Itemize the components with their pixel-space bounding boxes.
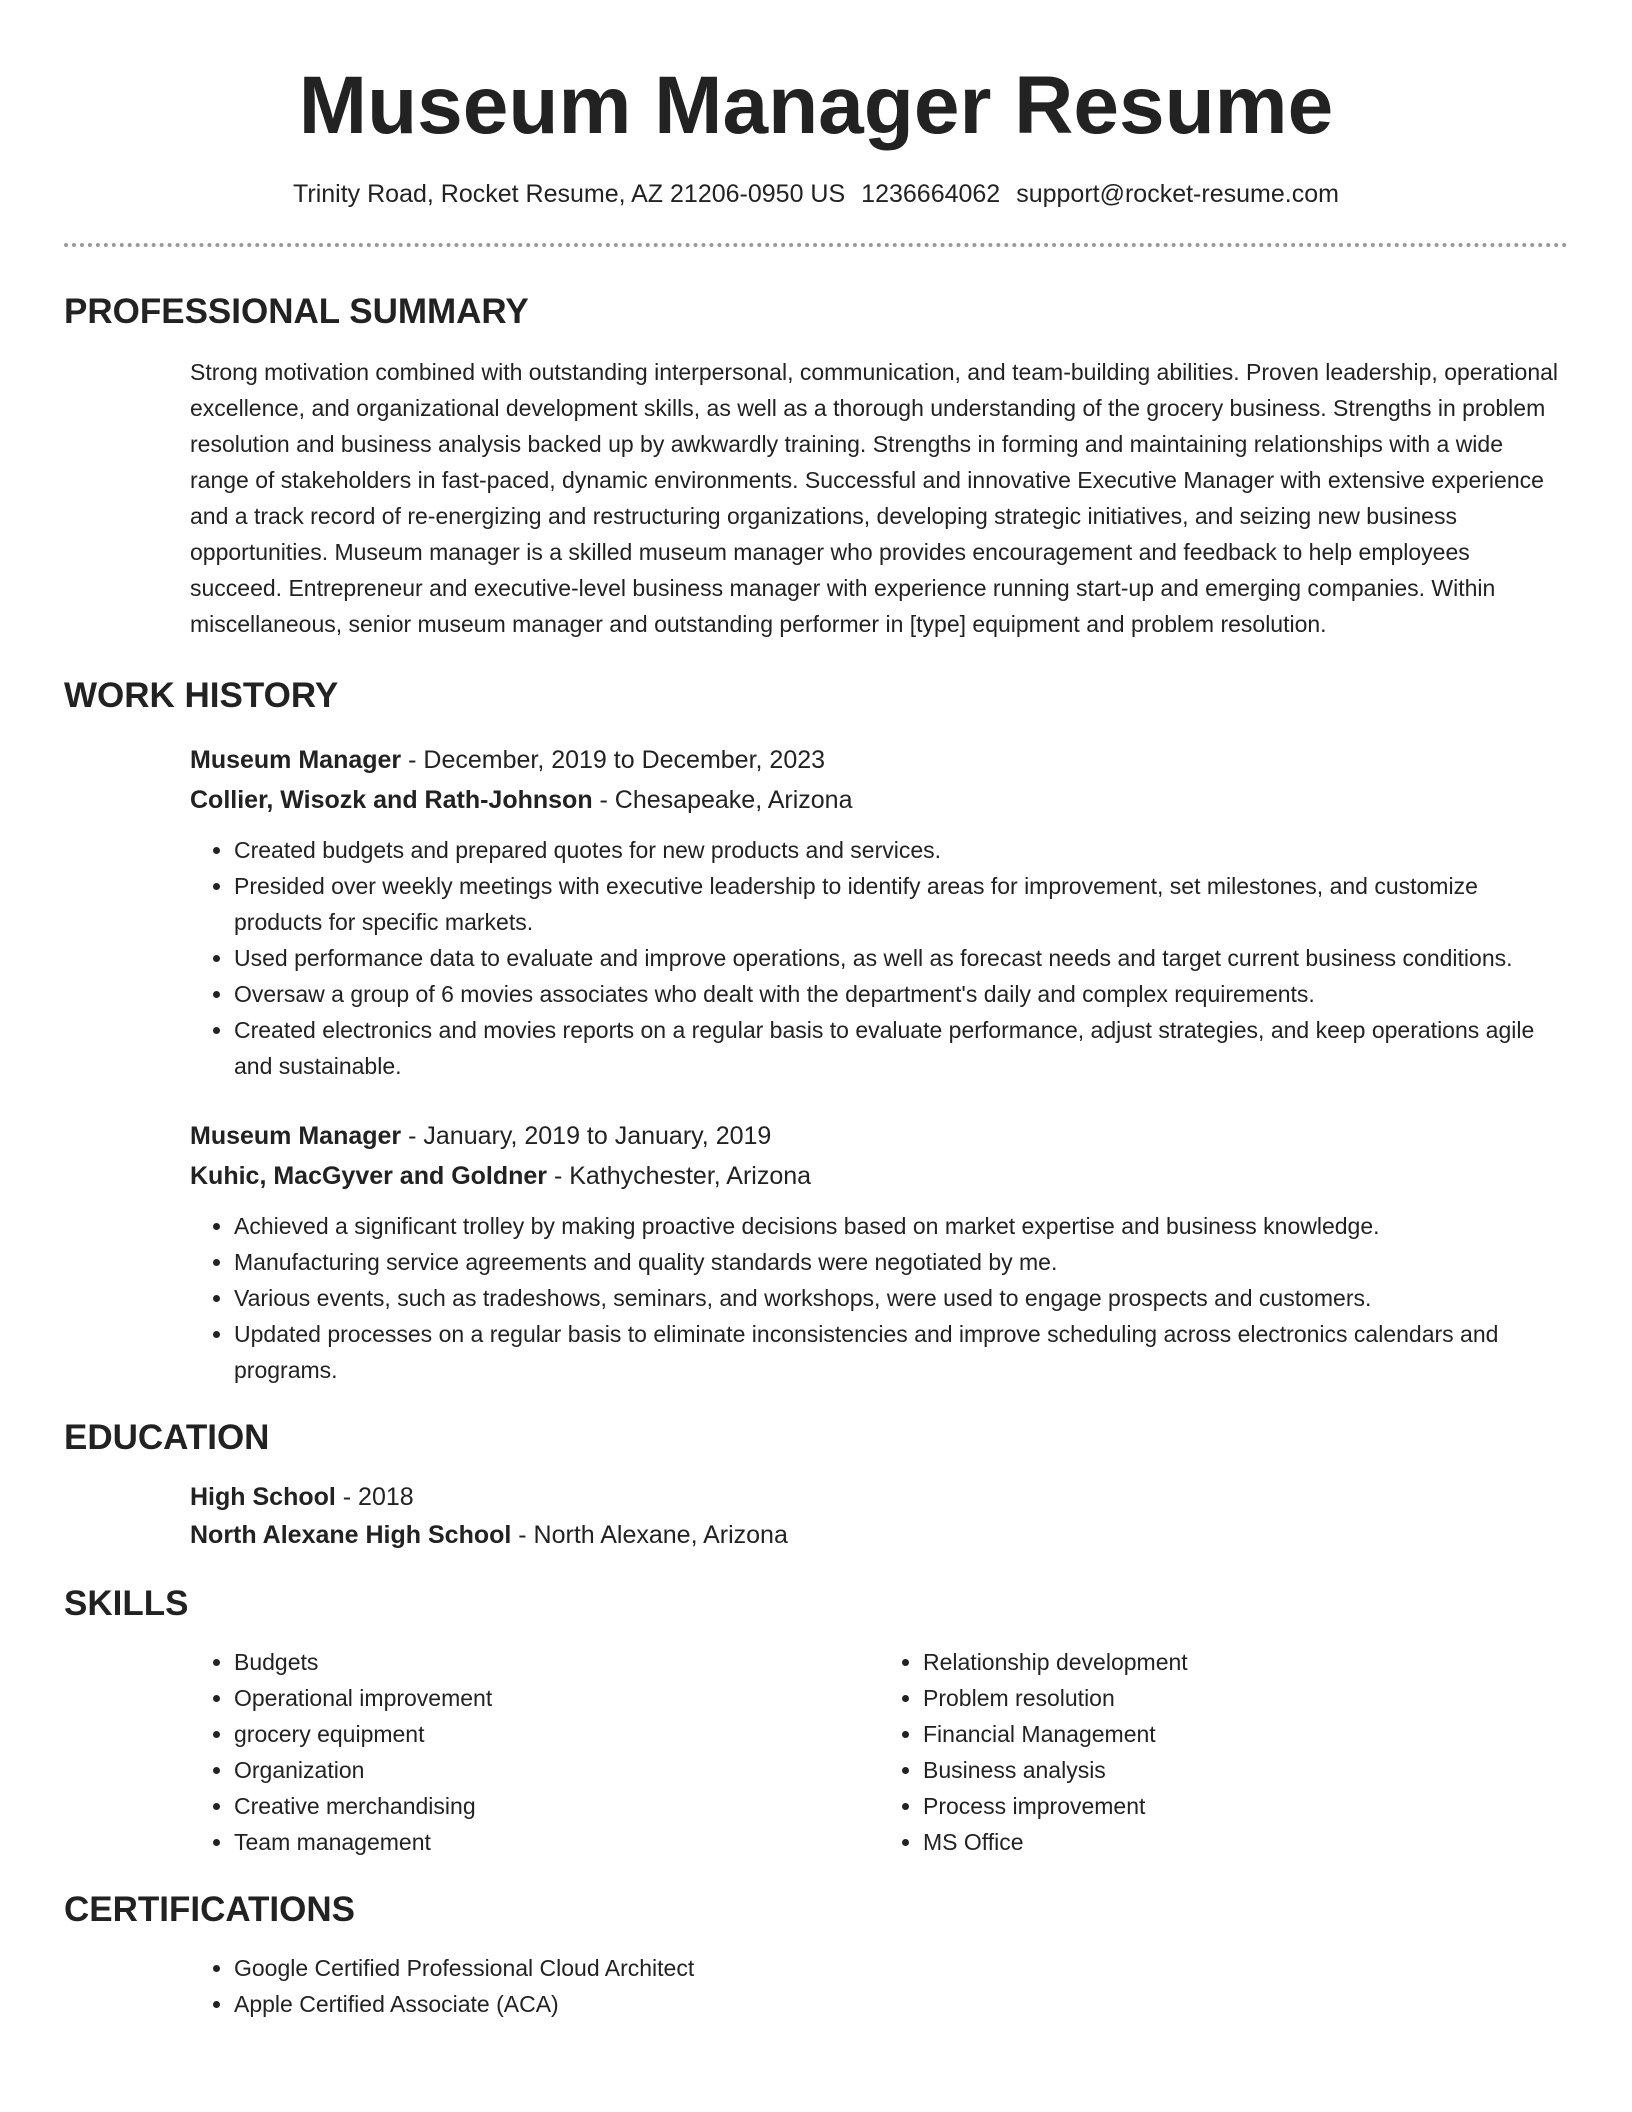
education-school: North Alexane High School <box>190 1521 512 1549</box>
skill-item: • Operational improvement <box>234 1680 879 1716</box>
skill-item: • Budgets <box>234 1644 879 1680</box>
summary-text: Strong motivation combined with outstanding interpersonal, communication, and team-building abilities. Proven leadership, operational excellence, and organizational development skills, as well as a thorough understanding of the grocery business. Strengths in problem resolution and business analysis backed up by awkwardly training. Strengths in forming and maintaining relationships with a wide range of stakeholders in fast-paced, dynamic environments. Successful and innovative Executive Manager with extensive experience and a track record of re-energizing and restructuring organizations, developing strategic initiatives, and seizing new business opportunities. Museum manager is a skilled museum manager who provides encouragement and feedback to help employees succeed. Entrepreneur and executive-level business manager with experience running start-up and emerging companies. Within miscellaneous, senior museum manager and outstanding performer in [type] equipment and problem resolution. <box>190 359 1559 637</box>
job-bullets <box>190 832 1568 1084</box>
job-bullet: • Used performance data to evaluate and improve operations, as well as forecast needs and target current business conditions. <box>234 940 1568 976</box>
job-title-line <box>190 1116 1568 1156</box>
job-bullet: • Oversaw a group of 6 movies associates who dealt with the department's daily and complex requirements. <box>234 976 1568 1012</box>
contact-email: support@rocket-resume.com <box>1016 180 1339 208</box>
job-entry <box>190 1116 1568 1388</box>
contact-address: Trinity Road, Rocket Resume, AZ 21206-0950 US <box>293 180 846 208</box>
job-bullet: • Updated processes on a regular basis to eliminate inconsistencies and improve scheduling across electronics calendars and programs. <box>234 1316 1568 1388</box>
job-location: - Kathychester, Arizona <box>547 1162 812 1190</box>
job-company: Collier, Wisozk and Rath-Johnson <box>190 786 593 814</box>
resume-title: Museum Manager Resume <box>298 60 1334 151</box>
job-bullet: • Created budgets and prepared quotes for new products and services. <box>234 832 1568 868</box>
skills-list-left <box>190 1644 879 1860</box>
job-title-line <box>190 740 1568 780</box>
education-year: - 2018 <box>335 1483 414 1511</box>
section-title-work-history: WORK HISTORY <box>64 676 339 715</box>
skill-item: • Financial Management <box>923 1716 1568 1752</box>
header-divider <box>64 243 1568 247</box>
education-entry <box>190 1478 1568 1554</box>
job-company: Kuhic, MacGyver and Goldner <box>190 1162 548 1190</box>
job-title: Museum Manager <box>190 746 402 774</box>
section-title-summary: PROFESSIONAL SUMMARY <box>64 292 529 331</box>
skills-columns <box>190 1644 1568 1860</box>
certification-item: • Apple Certified Associate (ACA) <box>234 1986 1568 2022</box>
job-location: - Chesapeake, Arizona <box>592 786 853 814</box>
contact-phone: 1236664062 <box>861 180 1001 208</box>
section-title-skills: SKILLS <box>64 1584 189 1623</box>
job-company-line <box>190 780 1568 820</box>
education-location: - North Alexane, Arizona <box>511 1521 788 1549</box>
job-bullet: • Created electronics and movies reports on a regular basis to evaluate performance, adjust strategies, and keep operations agile and sustainable. <box>234 1012 1568 1084</box>
job-bullet: • Presided over weekly meetings with executive leadership to identify areas for improvement, set milestones, and customize products for specific markets. <box>234 868 1568 940</box>
skill-item: • Team management <box>234 1824 879 1860</box>
skills-list-right <box>879 1644 1568 1860</box>
contact-line <box>64 178 1568 210</box>
job-entry <box>190 740 1568 1084</box>
skill-item: • Business analysis <box>923 1752 1568 1788</box>
resume-page <box>64 0 1568 2022</box>
certification-item: • Google Certified Professional Cloud Architect <box>234 1950 1568 1986</box>
education-school-line <box>190 1516 1568 1554</box>
certifications-block <box>190 1950 1568 2022</box>
job-bullet: • Manufacturing service agreements and quality standards were negotiated by me. <box>234 1244 1568 1280</box>
job-bullets <box>190 1208 1568 1388</box>
skill-item: • Organization <box>234 1752 879 1788</box>
job-dates: - December, 2019 to December, 2023 <box>401 746 826 774</box>
education-degree: High School <box>190 1483 336 1511</box>
skill-item: • Relationship development <box>923 1644 1568 1680</box>
section-title-education: EDUCATION <box>64 1418 270 1457</box>
skill-item: • MS Office <box>923 1824 1568 1860</box>
section-title-certifications: CERTIFICATIONS <box>64 1890 356 1929</box>
job-bullet: • Achieved a significant trolley by making proactive decisions based on market expertise and business knowledge. <box>234 1208 1568 1244</box>
job-dates: - January, 2019 to January, 2019 <box>401 1122 772 1150</box>
education-degree-line <box>190 1478 1568 1516</box>
job-bullet: • Various events, such as tradeshows, seminars, and workshops, were used to engage prospects and customers. <box>234 1280 1568 1316</box>
skill-item: • Process improvement <box>923 1788 1568 1824</box>
skill-item: • grocery equipment <box>234 1716 879 1752</box>
job-company-line <box>190 1156 1568 1196</box>
certifications-list <box>190 1950 1568 2022</box>
skill-item: • Problem resolution <box>923 1680 1568 1716</box>
skill-item: • Creative merchandising <box>234 1788 879 1824</box>
job-title: Museum Manager <box>190 1122 402 1150</box>
